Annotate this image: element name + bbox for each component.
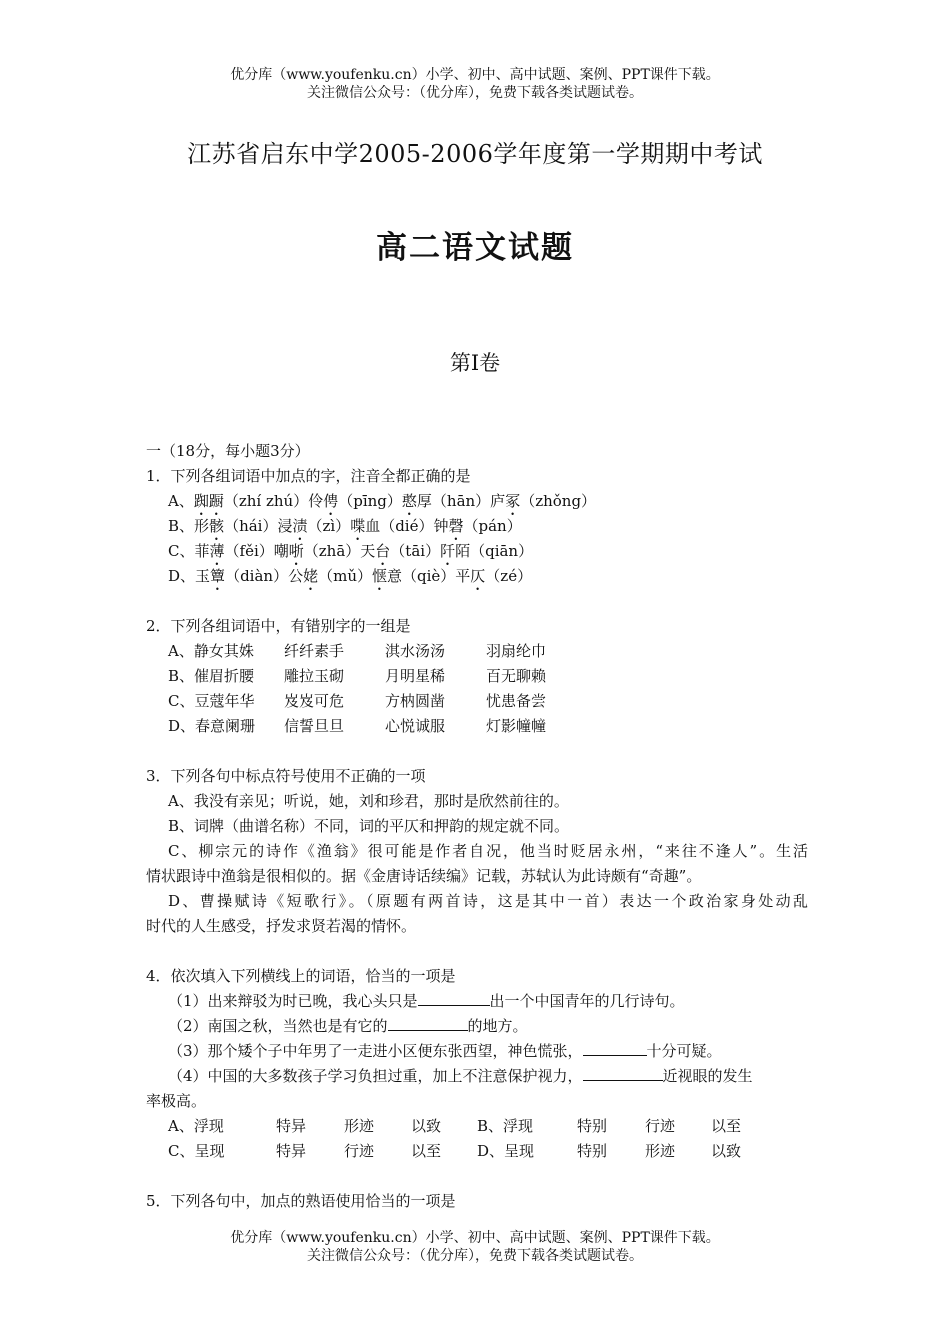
spacer bbox=[146, 589, 808, 614]
q2-stem: 2．下列各组词语中，有错别字的一组是 bbox=[146, 617, 411, 635]
plain-text: 厚（hān）庐 bbox=[416, 492, 506, 510]
option-word: 行迹 bbox=[344, 1142, 375, 1160]
dotted-char: 磬 bbox=[448, 517, 464, 535]
dotted-char: 薄 bbox=[209, 542, 225, 560]
spacer bbox=[146, 739, 808, 764]
option-word: 以致 bbox=[711, 1142, 742, 1160]
section-heading: 一（18分，每小题3分） bbox=[146, 442, 310, 460]
plain-text: 形 bbox=[194, 517, 210, 535]
word-group: A、静女其姝 bbox=[168, 642, 254, 660]
fill-blank bbox=[583, 1041, 647, 1056]
option-word: 以至 bbox=[411, 1142, 442, 1160]
option-word: D、呈现 bbox=[477, 1142, 535, 1160]
exam-content bbox=[146, 439, 808, 1214]
option-word: 形迹 bbox=[344, 1117, 375, 1135]
q1-option-d bbox=[146, 564, 808, 589]
plain-text: （mǔ） bbox=[318, 567, 372, 585]
plain-text: （hái）浸 bbox=[224, 517, 293, 535]
plain-text: 菲 bbox=[194, 542, 210, 560]
exam-title: 江苏省启东中学2005-2006学年度第一学期期中考试 bbox=[187, 140, 763, 168]
footer-line-2: 关注微信公众号：（优分库），免费下载各类试题试卷。 bbox=[307, 1248, 643, 1264]
q3-option-d-line2: 时代的人生感受，抒发求贤若渴的情怀。 bbox=[146, 917, 417, 935]
plain-text: （zhā）天 bbox=[303, 542, 376, 560]
sentence-text: 的地方。 bbox=[467, 1017, 528, 1035]
dotted-char: 俜 bbox=[323, 492, 339, 510]
main-title: 高二语文试题 bbox=[376, 230, 574, 266]
word-group: 信誓旦旦 bbox=[284, 717, 345, 735]
header-line-1: 优分库（www.youfenku.cn）小学、初中、高中试题、案例、PPT课件下载。 bbox=[230, 67, 720, 83]
q3-option-a: A、我没有亲见；听说，她，刘和珍君，那时是欣然前往的。 bbox=[168, 792, 569, 810]
plain-text: 血（dié）钟 bbox=[365, 517, 449, 535]
volume-title: 第Ⅰ卷 bbox=[449, 351, 501, 375]
q3-stem: 3．下列各句中标点符号使用不正确的一项 bbox=[146, 767, 426, 785]
dotted-char: 簟 bbox=[210, 567, 226, 585]
plain-text: （tāi） bbox=[390, 542, 441, 560]
word-group: 淇水汤汤 bbox=[385, 642, 446, 660]
dotted-char: 哳 bbox=[288, 542, 304, 560]
plain-text: （zhí zhú）伶 bbox=[223, 492, 324, 510]
word-group: D、春意阑珊 bbox=[168, 717, 256, 735]
q3-option-c-line2: 情状跟诗中渔翁是很相似的。据《金唐诗话续编》记载，苏轼认为此诗颇有“奇趣”。 bbox=[146, 867, 702, 885]
dotted-char: 阡 bbox=[440, 542, 456, 560]
page-header bbox=[0, 66, 950, 102]
plain-text: 意（qiè）平 bbox=[387, 567, 471, 585]
footer-line-1: 优分库（www.youfenku.cn）小学、初中、高中试题、案例、PPT课件下载。 bbox=[230, 1230, 720, 1246]
dotted-char: 姥 bbox=[303, 567, 319, 585]
q4-sentence-3 bbox=[146, 1039, 808, 1064]
plain-text: （zhǒng） bbox=[520, 492, 597, 510]
q1-stem: 1．下列各组词语中加点的字，注音全都正确的是 bbox=[146, 467, 471, 485]
q1-option-a bbox=[146, 489, 808, 514]
q4-sentence-4 bbox=[146, 1064, 808, 1089]
q4-sentence-4-cont: 率极高。 bbox=[146, 1092, 207, 1110]
option-word: 特别 bbox=[577, 1117, 608, 1135]
word-group: 羽扇纶巾 bbox=[486, 642, 547, 660]
q1-option-c bbox=[146, 539, 808, 564]
plain-text: （fěi）嘲 bbox=[224, 542, 289, 560]
option-word: 特异 bbox=[276, 1142, 307, 1160]
option-word: 形迹 bbox=[645, 1142, 676, 1160]
word-group: 心悦诚服 bbox=[385, 717, 446, 735]
word-group: 忧患备尝 bbox=[486, 692, 547, 710]
q2-option-row bbox=[146, 714, 808, 739]
word-group: 纤纤素手 bbox=[284, 642, 345, 660]
word-group: 百无聊赖 bbox=[486, 667, 547, 685]
dotted-char: 仄 bbox=[470, 567, 486, 585]
word-group: B、催眉折腰 bbox=[168, 667, 255, 685]
sentence-text: （3）那个矮个子中年男了一走进小区便东张西望，神色慌张， bbox=[168, 1042, 583, 1060]
q2-option-row bbox=[146, 664, 808, 689]
dotted-char: 憨 bbox=[401, 492, 417, 510]
q4-sentence-1 bbox=[146, 989, 808, 1014]
plain-text: （diàn）公 bbox=[225, 567, 304, 585]
q4-sentence-2 bbox=[146, 1014, 808, 1039]
option-word: A、浮现 bbox=[168, 1117, 224, 1135]
sentence-text: （1）出来辩驳为时已晚，我心头只是 bbox=[168, 992, 418, 1010]
dotted-char: 惬 bbox=[371, 567, 387, 585]
q5-stem: 5．下列各句中，加点的熟语使用恰当的一项是 bbox=[146, 1192, 456, 1210]
plain-text: 陌（qiān） bbox=[455, 542, 534, 560]
q3-option-b: B、词牌（曲谱名称）不同，词的平仄和押韵的规定就不同。 bbox=[168, 817, 570, 835]
q3-option-c-line1: C、柳宗元的诗作《渔翁》很可能是作者自况，他当时贬居永州，“来往不逢人”。生活 bbox=[168, 842, 808, 860]
fill-blank bbox=[418, 991, 490, 1006]
option-label: C、 bbox=[168, 542, 195, 560]
sentence-text: （4）中国的大多数孩子学习负担过重，加上不注意保护视力， bbox=[168, 1067, 583, 1085]
option-label: D、 bbox=[168, 567, 196, 585]
sentence-text: 近视眼的发生 bbox=[662, 1067, 753, 1085]
dotted-char: 冢 bbox=[505, 492, 521, 510]
q1-option-b bbox=[146, 514, 808, 539]
dotted-char: 骸 bbox=[209, 517, 225, 535]
q2-option-row bbox=[146, 689, 808, 714]
word-group: 灯影幢幢 bbox=[486, 717, 547, 735]
option-label: A、 bbox=[168, 492, 194, 510]
fill-blank bbox=[388, 1016, 468, 1031]
sentence-text: 十分可疑。 bbox=[646, 1042, 722, 1060]
option-word: C、呈现 bbox=[168, 1142, 225, 1160]
plain-text: （zì） bbox=[307, 517, 351, 535]
word-group: 雕拉玉砌 bbox=[284, 667, 345, 685]
plain-text: （zé） bbox=[485, 567, 533, 585]
spacer bbox=[146, 939, 808, 964]
q4-stem: 4．依次填入下列横线上的词语，恰当的一项是 bbox=[146, 967, 456, 985]
q2-option-row bbox=[146, 639, 808, 664]
option-word: 行迹 bbox=[645, 1117, 676, 1135]
q4-options-row-1 bbox=[146, 1114, 808, 1139]
plain-text: 玉 bbox=[195, 567, 211, 585]
q4-options-row-2 bbox=[146, 1139, 808, 1164]
dotted-char: 踟蹰 bbox=[193, 492, 224, 510]
fill-blank bbox=[583, 1066, 663, 1081]
header-line-2: 关注微信公众号：（优分库），免费下载各类试题试卷。 bbox=[307, 85, 643, 101]
option-label: B、 bbox=[168, 517, 195, 535]
word-group: C、豆蔻年华 bbox=[168, 692, 255, 710]
word-group: 方枘圆凿 bbox=[385, 692, 446, 710]
sentence-text: （2）南国之秋，当然也是有它的 bbox=[168, 1017, 388, 1035]
dotted-char: 台 bbox=[375, 542, 391, 560]
plain-text: （pán） bbox=[463, 517, 522, 535]
dotted-char: 喋 bbox=[350, 517, 366, 535]
sentence-text: 出一个中国青年的几行诗句。 bbox=[489, 992, 685, 1010]
page-footer bbox=[0, 1229, 950, 1265]
q3-option-d-line1: D、曹操赋诗《短歌行》。（原题有两首诗，这是其中一首）表达一个政治家身处动乱 bbox=[168, 892, 808, 910]
option-word: B、浮现 bbox=[477, 1117, 534, 1135]
spacer bbox=[146, 1164, 808, 1189]
option-word: 特异 bbox=[276, 1117, 307, 1135]
dotted-char: 渍 bbox=[292, 517, 308, 535]
word-group: 月明星稀 bbox=[385, 667, 446, 685]
plain-text: （pīng） bbox=[338, 492, 402, 510]
word-group: 岌岌可危 bbox=[284, 692, 345, 710]
option-word: 以至 bbox=[711, 1117, 742, 1135]
option-word: 特别 bbox=[577, 1142, 608, 1160]
option-word: 以致 bbox=[411, 1117, 442, 1135]
